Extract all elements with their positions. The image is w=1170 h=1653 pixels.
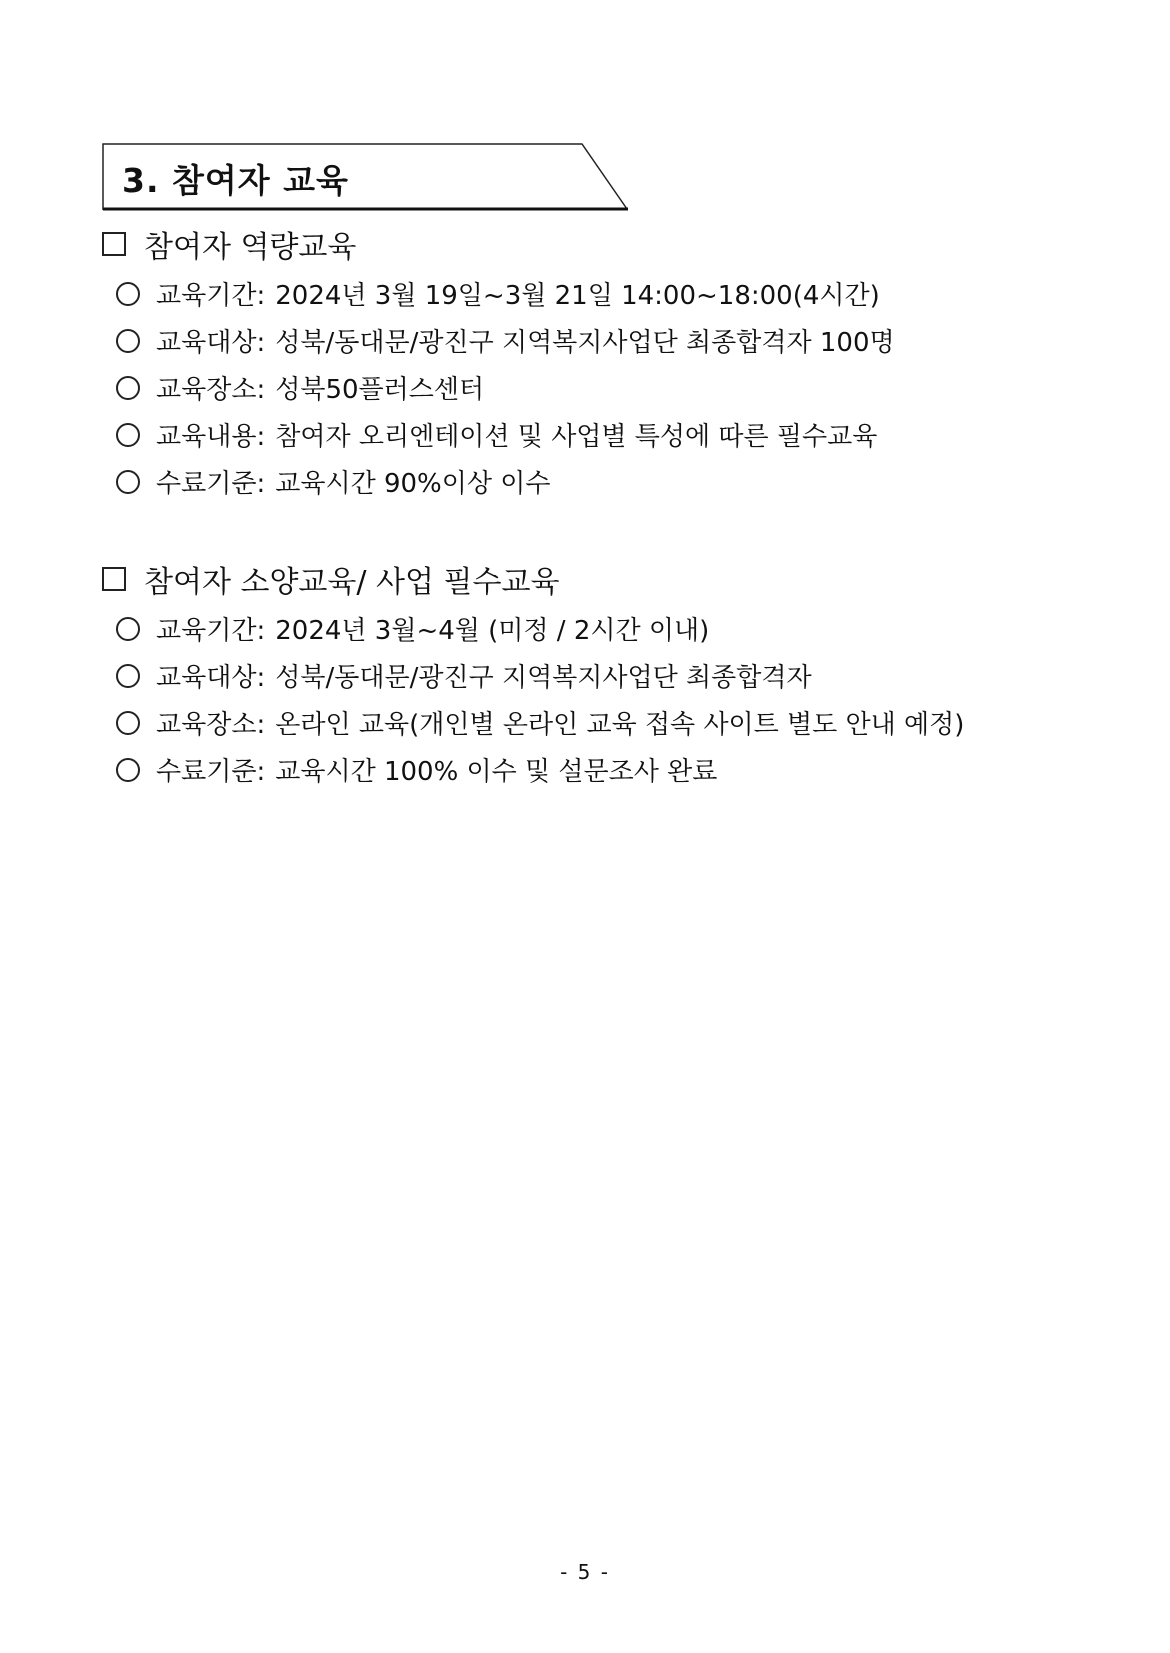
- item-value: 교육시간 100% 이수 및 설문조사 완료: [275, 757, 718, 787]
- item-label: 교육대상:: [156, 663, 266, 693]
- item-value: 2024년 3월~4월 (미정 / 2시간 이내): [275, 616, 710, 646]
- item-value: 성북/동대문/광진구 지역복지사업단 최종합격자 100명: [275, 328, 895, 358]
- block-heading-text: 참여자 역량교육: [144, 230, 357, 265]
- circle-bullet-icon: [116, 470, 140, 494]
- block-heading: [102, 553, 1102, 605]
- item-label: 교육기간:: [156, 281, 266, 311]
- block-heading-text: 참여자 소양교육/ 사업 필수교육: [144, 565, 560, 600]
- item-value: 2024년 3월 19일~3월 21일 14:00~18:00(4시간): [275, 281, 880, 311]
- list-item: [102, 317, 1102, 364]
- item-value: 참여자 오리엔테이션 및 사업별 특성에 따른 필수교육: [275, 422, 878, 452]
- training-block-competency: [102, 218, 1102, 505]
- list-item: [102, 746, 1102, 793]
- circle-bullet-icon: [116, 617, 140, 641]
- item-label: 교육대상:: [156, 328, 266, 358]
- list-item: [102, 364, 1102, 411]
- square-bullet-icon: [102, 232, 126, 256]
- section-header: [102, 143, 630, 211]
- item-value: 온라인 교육(개인별 온라인 교육 접속 사이트 별도 안내 예정): [275, 710, 965, 740]
- circle-bullet-icon: [116, 376, 140, 400]
- list-item: [102, 458, 1102, 505]
- list-item: [102, 652, 1102, 699]
- item-label: 교육기간:: [156, 616, 266, 646]
- block-heading: [102, 218, 1102, 270]
- item-label: 수료기준:: [156, 469, 266, 499]
- list-item: [102, 411, 1102, 458]
- section-title: 3. 참여자 교육: [122, 161, 349, 200]
- list-item: [102, 270, 1102, 317]
- item-label: 교육장소:: [156, 375, 266, 405]
- page-number: - 5 -: [560, 1560, 610, 1584]
- circle-bullet-icon: [116, 282, 140, 306]
- circle-bullet-icon: [116, 329, 140, 353]
- item-label: 교육장소:: [156, 710, 266, 740]
- item-label: 수료기준:: [156, 757, 266, 787]
- item-value: 교육시간 90%이상 이수: [275, 469, 551, 499]
- list-item: [102, 605, 1102, 652]
- list-item: [102, 699, 1102, 746]
- training-block-essential: [102, 553, 1102, 793]
- item-value: 성북50플러스센터: [275, 375, 485, 405]
- circle-bullet-icon: [116, 423, 140, 447]
- circle-bullet-icon: [116, 664, 140, 688]
- circle-bullet-icon: [116, 758, 140, 782]
- item-value: 성북/동대문/광진구 지역복지사업단 최종합격자: [275, 663, 812, 693]
- item-label: 교육내용:: [156, 422, 266, 452]
- square-bullet-icon: [102, 567, 126, 591]
- circle-bullet-icon: [116, 711, 140, 735]
